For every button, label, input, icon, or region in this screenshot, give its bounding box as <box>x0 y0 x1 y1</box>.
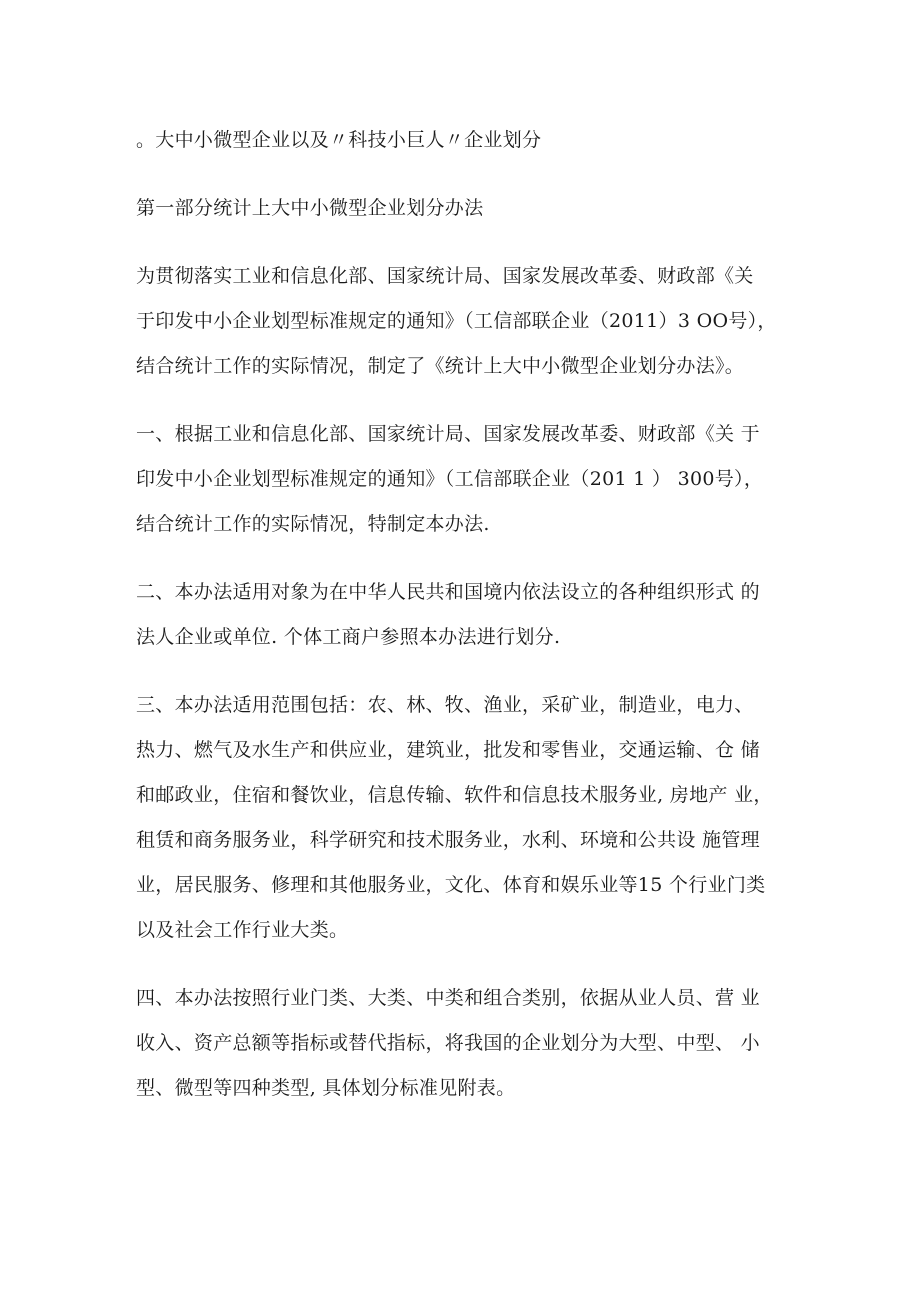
paragraph-line: 型、微型等四种类型, 具体划分标准见附表。 <box>136 1077 516 1099</box>
paragraph-line: 一、根据工业和信息化部、国家统计局、国家发展改革委、财政部《关 于 <box>136 423 760 445</box>
paragraph-line: 印发中小企业划型标准规定的通知》（工信部联企业（201 1 ） 300号）， <box>136 468 764 490</box>
paragraph-article-2 <box>136 570 796 660</box>
paragraph-line: 于印发中小企业划型标准规定的通知》（工信部联企业（2011）3 OO号）， <box>136 310 777 332</box>
document-title: 。大中小微型企业以及〃科技小巨人〃企业划分 <box>136 129 542 151</box>
paragraph-line: 结合统计工作的实际情况，制定了《统计上大中小微型企业划分办法》。 <box>136 355 745 377</box>
paragraph-line: 为贯彻落实工业和信息化部、国家统计局、国家发展改革委、财政部《关 <box>136 265 754 287</box>
paragraph-line: 法人企业或单位. 个体工商户参照本办法进行划分. <box>136 626 561 648</box>
paragraph-line: 结合统计工作的实际情况，特制定本办法. <box>136 513 490 535</box>
paragraph-line: 二、本办法适用对象为在中华人民共和国境内依法设立的各种组织形式 的 <box>136 581 760 603</box>
paragraph-line: 和邮政业，住宿和餐饮业，信息传输、软件和信息技术服务业, 房地产 业， <box>136 784 773 806</box>
paragraph-intro <box>136 254 796 389</box>
document-body <box>136 118 796 1134</box>
paragraph-line: 热力、燃气及水生产和供应业，建筑业，批发和零售业，交通运输、仓 储 <box>136 739 760 761</box>
paragraph-line: 业，居民服务、修理和其他服务业，文化、体育和娱乐业等15 个行业门类 <box>136 874 766 896</box>
paragraph-article-3 <box>136 683 796 953</box>
paragraph-article-1 <box>136 412 796 547</box>
paragraph-line: 以及社会工作行业大类。 <box>136 919 349 941</box>
paragraph-line: 收入、资产总额等指标或替代指标，将我国的企业划分为大型、中型、 小 <box>136 1032 760 1054</box>
section-heading: 第一部分统计上大中小微型企业划分办法 <box>136 197 484 219</box>
paragraph-line: 租赁和商务服务业，科学研究和技术服务业，水利、环境和公共设 施管理 <box>136 829 760 851</box>
paragraph-line: 四、本办法按照行业门类、大类、中类和组合类别，依据从业人员、营 业 <box>136 987 760 1009</box>
paragraph-article-4 <box>136 976 796 1111</box>
paragraph-line: 三、本办法适用范围包括：农、林、牧、渔业，采矿业，制造业，电力、 <box>136 694 754 716</box>
